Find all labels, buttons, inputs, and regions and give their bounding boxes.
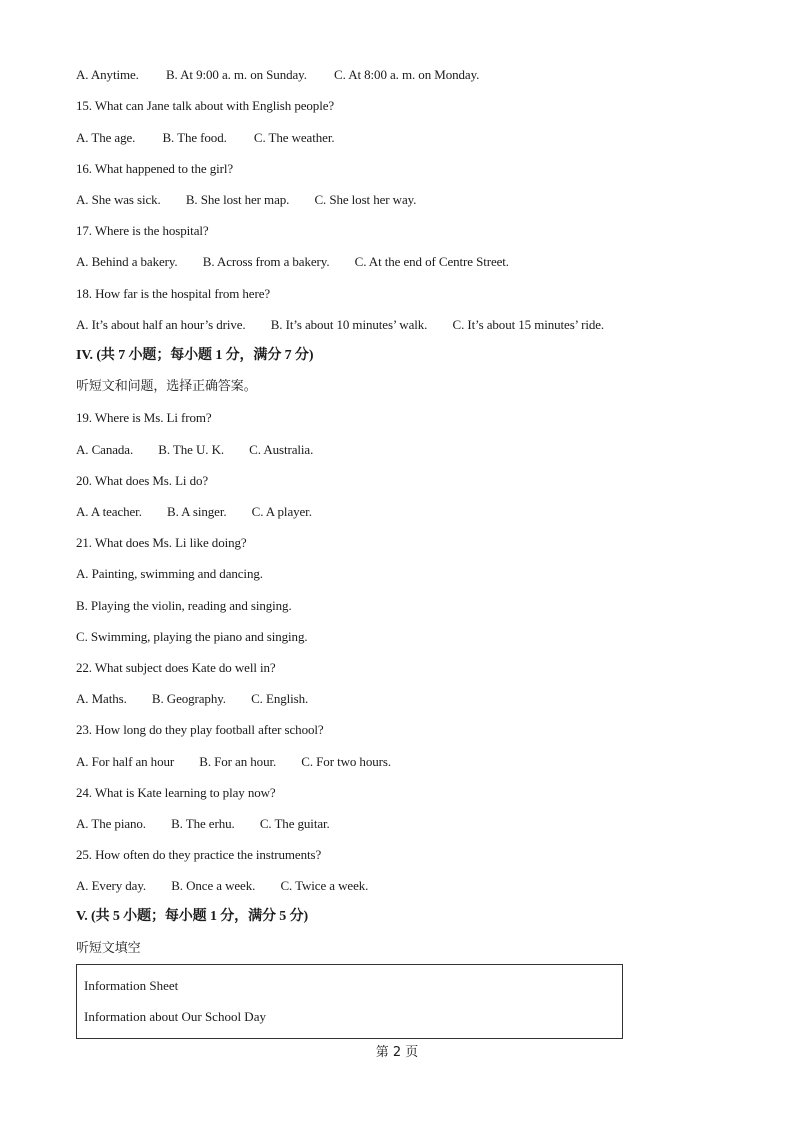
q17-option-b: B. Across from a bakery. <box>202 254 330 269</box>
q21-stem: 21. What does Ms. Li like doing? <box>76 535 247 550</box>
q18-option-c: C. It’s about 15 minutes’ ride. <box>452 317 605 332</box>
q24-option-c: C. The guitar. <box>259 816 330 831</box>
q18-option-b: B. It’s about 10 minutes’ walk. <box>270 317 428 332</box>
q15-stem: 15. What can Jane talk about with English people? <box>76 98 335 113</box>
q21-option-a: A. Painting, swimming and dancing. <box>76 566 263 581</box>
information-sheet-box <box>76 964 623 1039</box>
q19-options <box>76 441 313 459</box>
q25-stem: 25. How often do they practice the instruments? <box>76 847 322 862</box>
q15-option-b: B. The food. <box>162 130 227 145</box>
q16-option-b: B. She lost her map. <box>185 192 290 207</box>
q25-option-b: B. Once a week. <box>171 878 256 893</box>
q23-option-c: C. For two hours. <box>301 754 391 769</box>
q24-stem: 24. What is Kate learning to play now? <box>76 785 276 800</box>
q15-options <box>76 129 334 147</box>
q20-stem: 20. What does Ms. Li do? <box>76 473 209 488</box>
q25-options <box>76 877 368 895</box>
q17-option-c: C. At the end of Centre Street. <box>354 254 509 269</box>
q14-option-b: B. At 9:00 a. m. on Sunday. <box>165 67 307 82</box>
q21-option-c: C. Swimming, playing the piano and singing. <box>76 629 308 644</box>
section-4-instruction: 听短文和问题，选择正确答案。 <box>76 379 257 394</box>
information-sheet-subtitle: Information about Our School Day <box>84 1009 266 1024</box>
section-5-heading: V. (共 5 小题；每小题 1 分，满分 5 分) <box>76 909 309 924</box>
section-5-instruction: 听短文填空 <box>76 941 141 956</box>
q16-stem: 16. What happened to the girl? <box>76 161 234 176</box>
q22-stem: 22. What subject does Kate do well in? <box>76 660 276 675</box>
q17-stem: 17. Where is the hospital? <box>76 223 209 238</box>
q19-option-a: A. Canada. <box>76 442 134 457</box>
q14-option-a: A. Anytime. <box>76 67 139 82</box>
q19-option-c: C. Australia. <box>249 442 314 457</box>
q22-option-b: B. Geography. <box>151 691 226 706</box>
q25-option-a: A. Every day. <box>76 878 147 893</box>
q16-option-c: C. She lost her way. <box>314 192 417 207</box>
q17-options <box>76 253 509 271</box>
q20-option-c: C. A player. <box>251 504 312 519</box>
q16-options <box>76 191 416 209</box>
q14-options <box>76 66 479 84</box>
q25-option-c: C. Twice a week. <box>280 878 369 893</box>
q23-option-b: B. For an hour. <box>199 754 277 769</box>
q14-option-c: C. At 8:00 a. m. on Monday. <box>334 67 480 82</box>
q24-option-a: A. The piano. <box>76 816 146 831</box>
q20-option-b: B. A singer. <box>167 504 227 519</box>
q17-option-a: A. Behind a bakery. <box>76 254 178 269</box>
information-sheet-title: Information Sheet <box>84 978 179 993</box>
q19-option-b: B. The U. K. <box>158 442 225 457</box>
q19-stem: 19. Where is Ms. Li from? <box>76 410 212 425</box>
q24-options <box>76 815 330 833</box>
q18-options <box>76 316 604 334</box>
q18-option-a: A. It’s about half an hour’s drive. <box>76 317 246 332</box>
page-number: 第 2 页 <box>375 1045 419 1060</box>
section-4-heading: IV. (共 7 小题；每小题 1 分，满分 7 分) <box>76 348 314 363</box>
q16-option-a: A. She was sick. <box>76 192 161 207</box>
q22-option-a: A. Maths. <box>76 691 127 706</box>
q21-option-b: B. Playing the violin, reading and singing. <box>76 598 292 613</box>
q23-options <box>76 753 391 771</box>
q15-option-c: C. The weather. <box>253 130 335 145</box>
q23-stem: 23. How long do they play football after school? <box>76 722 324 737</box>
q18-stem: 18. How far is the hospital from here? <box>76 286 271 301</box>
q24-option-b: B. The erhu. <box>171 816 235 831</box>
q20-option-a: A. A teacher. <box>76 504 142 519</box>
q22-options <box>76 690 308 708</box>
q15-option-a: A. The age. <box>76 130 136 145</box>
q23-option-a: A. For half an hour <box>76 754 175 769</box>
q22-option-c: C. English. <box>251 691 309 706</box>
q20-options <box>76 503 312 521</box>
